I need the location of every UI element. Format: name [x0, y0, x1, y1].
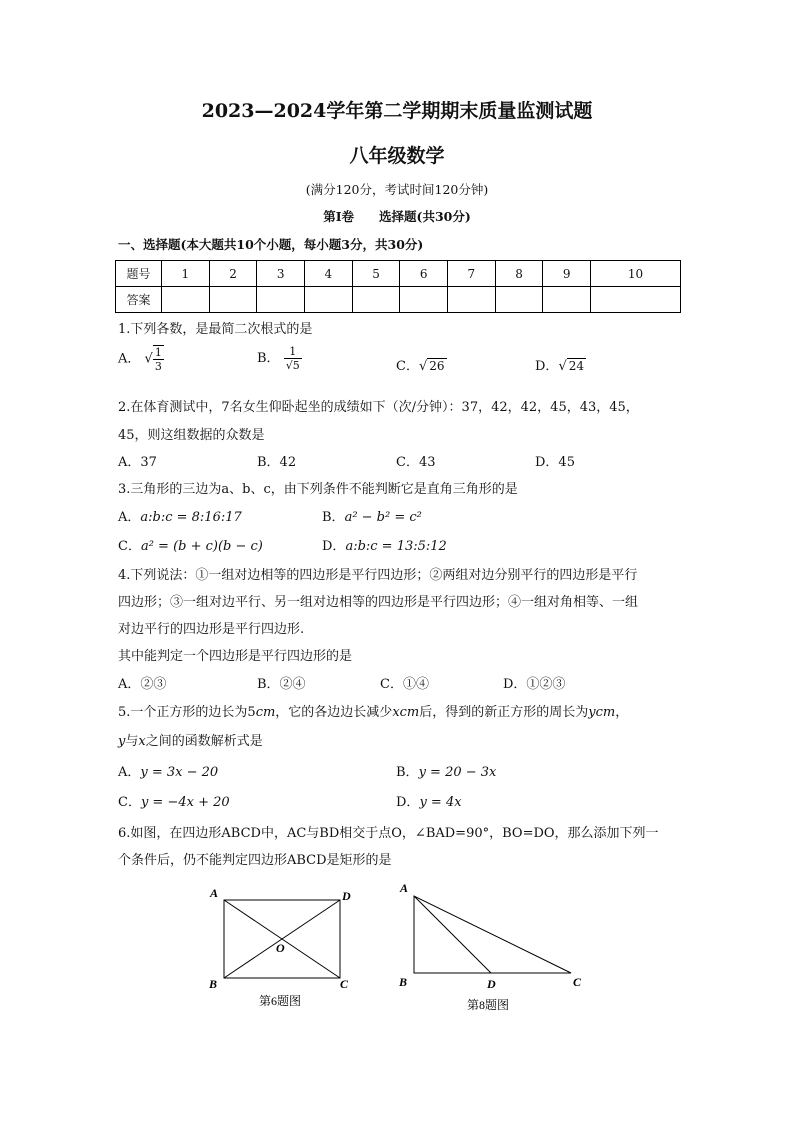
q2-option-b: B．42: [257, 455, 297, 470]
math-var: ycm: [588, 705, 616, 720]
q5-stem-line1: [118, 701, 628, 720]
answer-cell[interactable]: [162, 287, 210, 313]
math-expr: a:b:c = 8:16:17: [140, 510, 242, 525]
q4-option-d: D．①②③: [503, 677, 566, 692]
option-label: B．: [322, 510, 345, 525]
table-cell: 6: [400, 261, 448, 287]
option-label: D．: [396, 795, 420, 810]
option-label: A．: [118, 351, 141, 367]
label-a: A: [400, 881, 409, 895]
figure-6: [208, 886, 351, 1008]
q3-option-d: [322, 535, 447, 554]
figure-8: [398, 881, 582, 1012]
table-row: [116, 287, 681, 313]
label-c: C: [340, 977, 349, 991]
sqrt-fraction: √ $\frac{1}{3}$: [144, 346, 162, 373]
math-expr: y = 3x − 20: [140, 765, 219, 780]
figures: [0, 870, 794, 1020]
table-cell: 7: [448, 261, 496, 287]
option-label: C．: [118, 539, 141, 554]
q2-stem-line2: 45，则这组数据的众数是: [118, 428, 265, 443]
answer-cell[interactable]: [591, 287, 681, 313]
q1-option-a: [118, 345, 164, 373]
q2-stem-line1: 2.在体育测试中，7名女生仰卧起坐的成绩如下（次/分钟）：37，42，42，45，43，45，: [118, 400, 639, 415]
math-expr: y = 4x: [419, 795, 462, 810]
q4-stem-line1: 4.下列说法：①一组对边相等的四边形是平行四边形；②两组对边分别平行的四边形是平行: [118, 568, 638, 583]
q2-option-c: C．43: [396, 455, 436, 470]
math-expr: a² − b² = c²: [344, 510, 422, 525]
q4-option-b: B．②④: [257, 677, 306, 692]
label-a: A: [210, 886, 219, 900]
answer-cell[interactable]: [448, 287, 496, 313]
q5-text: 5.一个正方形的边长为5: [118, 705, 256, 720]
q3-option-b: [322, 506, 422, 525]
table-cell: 2: [209, 261, 257, 287]
label-b: B: [399, 975, 408, 989]
table-cell: 9: [543, 261, 591, 287]
q4-option-c: C．①④: [380, 677, 429, 692]
q5-text: 之间的函数解析式是: [145, 734, 263, 749]
q4-stem-line3: 对边平行的四边形是平行四边形.: [118, 622, 305, 637]
q1-option-b: [257, 345, 302, 372]
label-d: D: [342, 889, 351, 903]
radicand: 26: [429, 359, 445, 373]
math-expr: y = −4x + 20: [140, 795, 230, 810]
table-cell: 10: [591, 261, 681, 287]
q2-option-d: D．45: [535, 455, 575, 470]
radicand: 5: [292, 359, 300, 372]
q1-option-c: C．√ 26: [396, 359, 445, 374]
answer-cell[interactable]: [209, 287, 257, 313]
q5-option-d: [396, 791, 462, 810]
q1-stem: 1.下列各数，是最简二次根式的是: [118, 322, 313, 337]
table-cell: 答案: [116, 287, 162, 313]
q4-option-a: A．②③: [118, 677, 167, 692]
exam-title: 2023—2024学年第二学期期末质量监测试题: [201, 100, 593, 122]
q5-stem-line2: [118, 730, 263, 749]
math-var: y: [118, 734, 126, 749]
q5-text: ，它的各边边长减少: [275, 705, 393, 720]
answer-cell[interactable]: [352, 287, 400, 313]
label-b: B: [209, 977, 218, 991]
table-row: [116, 261, 681, 287]
answer-cell[interactable]: [495, 287, 543, 313]
math-expr: y = 20 − 3x: [418, 765, 497, 780]
math-unit: cm: [255, 705, 276, 720]
radicand: 24: [568, 359, 585, 373]
q6-stem-line1: 6.如图，在四边形ABCD中，AC与BD相交于点O，∠BAD=90°，BO=DO，那么添加下列一: [118, 826, 659, 841]
q5-text: 与: [125, 734, 139, 749]
table-cell: 1: [162, 261, 210, 287]
exam-subject: 八年级数学: [349, 145, 445, 167]
part-heading: 第Ⅰ卷 选择题(共30分): [323, 209, 471, 224]
q3-stem: 3.三角形的三边为a、b、c，由下列条件不能判断它是直角三角形的是: [118, 482, 518, 497]
frac-num: 1: [154, 346, 162, 359]
option-label: C．: [396, 359, 419, 374]
q1-option-d: D．√ 24: [535, 359, 585, 374]
math-expr: a² = (b + c)(b − c): [140, 539, 263, 554]
fraction: [284, 345, 302, 372]
answer-cell[interactable]: [257, 287, 305, 313]
option-label: B．: [257, 351, 280, 366]
label-d: D: [487, 977, 496, 991]
q2-option-a: A．37: [118, 455, 157, 470]
label-o: O: [276, 941, 285, 955]
section-heading: 一、选择题(本大题共10个小题，每小题3分，共30分): [118, 237, 424, 252]
q4-stem-line4: 其中能判定一个四边形是平行四边形的是: [118, 649, 353, 664]
exam-note: (满分120分，考试时间120分钟): [305, 182, 489, 197]
label-c: C: [573, 975, 582, 989]
figure-8-caption: 第8题图: [467, 998, 510, 1012]
option-label: A．: [118, 510, 141, 525]
q5-option-a: [118, 761, 218, 780]
q3-option-a: [118, 506, 242, 525]
q4-stem-line2: 四边形；③一组对边平行、另一组对边相等的四边形是平行四边形；④一组对角相等、一组: [118, 595, 639, 610]
table-cell: 3: [257, 261, 305, 287]
segment-ad: [414, 896, 491, 973]
option-label: D．: [535, 359, 559, 374]
answer-cell[interactable]: [400, 287, 448, 313]
table-cell: 5: [352, 261, 400, 287]
triangle-abc: [414, 896, 571, 973]
figure-6-caption: 第6题图: [259, 994, 302, 1008]
frac-den: √5: [285, 359, 300, 372]
option-label: D．: [322, 539, 346, 554]
answer-cell[interactable]: [543, 287, 591, 313]
q5-text: ，: [615, 705, 629, 720]
option-label: A．: [118, 765, 141, 780]
frac-num: 1: [284, 345, 302, 359]
q5-text: 后，得到的新正方形的周长为: [419, 705, 589, 720]
q3-option-c: [118, 535, 263, 554]
q6-stem-line2: 个条件后，仍不能判定四边形ABCD是矩形的是: [118, 853, 392, 868]
table-cell: 8: [495, 261, 543, 287]
table-cell: 4: [305, 261, 353, 287]
option-label: B．: [396, 765, 419, 780]
q5-option-c: [118, 791, 230, 810]
answer-cell[interactable]: [305, 287, 353, 313]
math-expr: a:b:c = 13:5:12: [345, 539, 447, 554]
answer-table: [115, 260, 681, 313]
option-label: C．: [118, 795, 141, 810]
math-var: x: [138, 734, 146, 749]
table-cell: 题号: [116, 261, 162, 287]
math-var: xcm: [392, 705, 420, 720]
q5-option-b: [396, 761, 496, 780]
frac-den: 3: [154, 360, 162, 373]
